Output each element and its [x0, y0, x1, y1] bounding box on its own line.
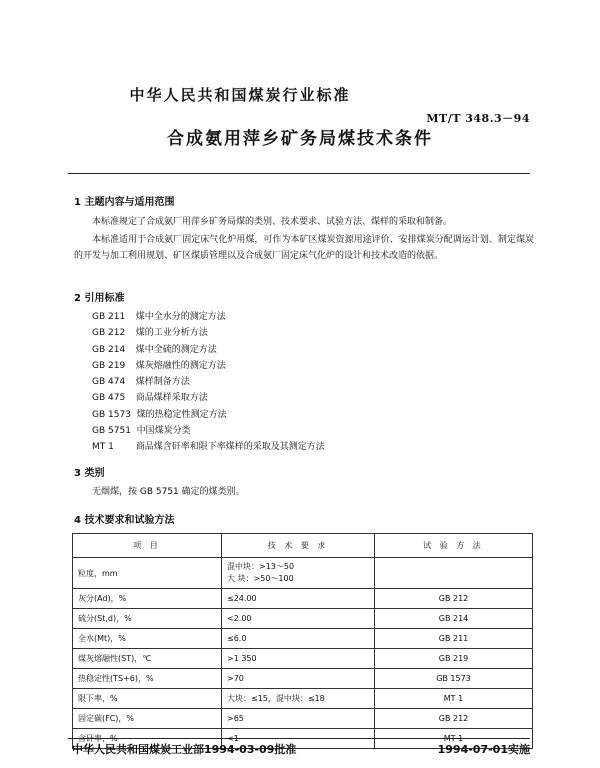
table-row: [73, 669, 533, 689]
cell-requirement: 大块：≤15，混中块：≤18: [222, 689, 375, 709]
technical-requirements-table: [72, 533, 533, 749]
standard-code: MT/T 348.3－94: [426, 112, 530, 125]
cell-item: 热稳定性(TS+6)，%: [73, 669, 222, 689]
cell-requirement: >65: [222, 709, 375, 729]
cell-requirement: ≤24.00: [222, 589, 375, 609]
reference-item: GB 1573 煤的热稳定性测定方法: [92, 409, 227, 420]
cell-method: GB 212: [375, 709, 533, 729]
reference-item: GB 474 煤样制备方法: [92, 377, 190, 388]
reference-item: GB 211 煤中全水分的测定方法: [92, 312, 226, 322]
cell-requirement: ≤6.0: [222, 629, 375, 649]
table-row: [73, 649, 533, 669]
cell-method: GB 211: [375, 629, 533, 649]
column-header-requirement: 技 术 要 求: [222, 534, 375, 558]
section-1-paragraph-1: 本标准规定了合成氨厂用萍乡矿务局煤的类别、技术要求、试验方法、煤样的采取和制备。: [92, 217, 453, 227]
cell-item: 灰分(Ad)，%: [73, 589, 222, 609]
cell-method: GB 214: [375, 609, 533, 629]
section-1-paragraph-2: 本标准适用于合成氨厂固定床气化炉用煤，可作为本矿区煤炭资源用途评价、安排煤炭分配调运计划、制定煤炭的开发与加工利用规划、矿区煤质管理以及合成氨厂固定床气化炉的设计和技术改造的依据。: [74, 235, 534, 261]
reference-item: GB 214 煤中全硫的测定方法: [92, 344, 217, 355]
cell-item: 全水(Mt)，%: [73, 629, 222, 649]
approval-line: 中华人民共和国煤炭工业部1994-03-09批准: [72, 743, 297, 756]
cell-item: 硫分(St,d)，%: [73, 609, 222, 629]
table-row: [73, 558, 533, 589]
cell-item: 限下率，%: [73, 689, 222, 709]
cell-requirement: >1 350: [222, 649, 375, 669]
cell-item: 煤灰熔融性(ST)，℃: [73, 649, 222, 669]
column-header-item: 项 目: [73, 534, 222, 558]
implementation-date: 1994-07-01实施: [437, 743, 530, 756]
table-row: [73, 589, 533, 609]
table-header-row: [73, 534, 533, 558]
column-header-method: 试 验 方 法: [375, 534, 533, 558]
reference-item: GB 212 煤的工业分析方法: [92, 328, 208, 339]
document-title: 合成氨用萍乡矿务局煤技术条件: [167, 129, 433, 149]
header-divider: [68, 173, 530, 174]
cell-item: 固定碳(FC)，%: [73, 709, 222, 729]
cell-method: GB 1573: [375, 669, 533, 689]
footer-divider: [68, 738, 530, 739]
industry-standard-heading: 中华人民共和国煤炭行业标准: [129, 86, 351, 104]
section-4-heading: 4 技术要求和试验方法: [74, 515, 175, 526]
cell-requirement: 混中块：>13～50 大 块：>50～100: [222, 558, 375, 589]
cell-requirement: >70: [222, 669, 375, 689]
cell-requirement: <2.00: [222, 609, 375, 629]
cell-method: GB 219: [375, 649, 533, 669]
cell-item: 含矸率，%: [73, 729, 222, 749]
table-row: [73, 629, 533, 649]
reference-list: [92, 309, 325, 456]
cell-item: 粒度，mm: [73, 558, 222, 589]
section-1-heading: 1 主题内容与适用范围: [74, 197, 175, 208]
reference-item: GB 475 商品煤样采取方法: [92, 393, 208, 404]
reference-item: MT 1 商品煤含矸率和限下率煤样的采取及其测定方法: [92, 442, 325, 453]
table-row: [73, 709, 533, 729]
cell-method: MT 1: [375, 729, 533, 749]
cell-method: [375, 558, 533, 589]
section-2-heading: 2 引用标准: [74, 293, 125, 304]
cell-requirement: <1: [222, 729, 375, 749]
table-row: [73, 689, 533, 709]
cell-method: GB 212: [375, 589, 533, 609]
section-3-paragraph: 无烟煤，按 GB 5751 确定的煤类别。: [92, 487, 245, 497]
table-row: [73, 609, 533, 629]
reference-item: GB 5751 中国煤炭分类: [92, 426, 191, 437]
cell-method: MT 1: [375, 689, 533, 709]
reference-item: GB 219 煤灰熔融性的测定方法: [92, 360, 226, 371]
section-3-heading: 3 类别: [74, 468, 105, 479]
